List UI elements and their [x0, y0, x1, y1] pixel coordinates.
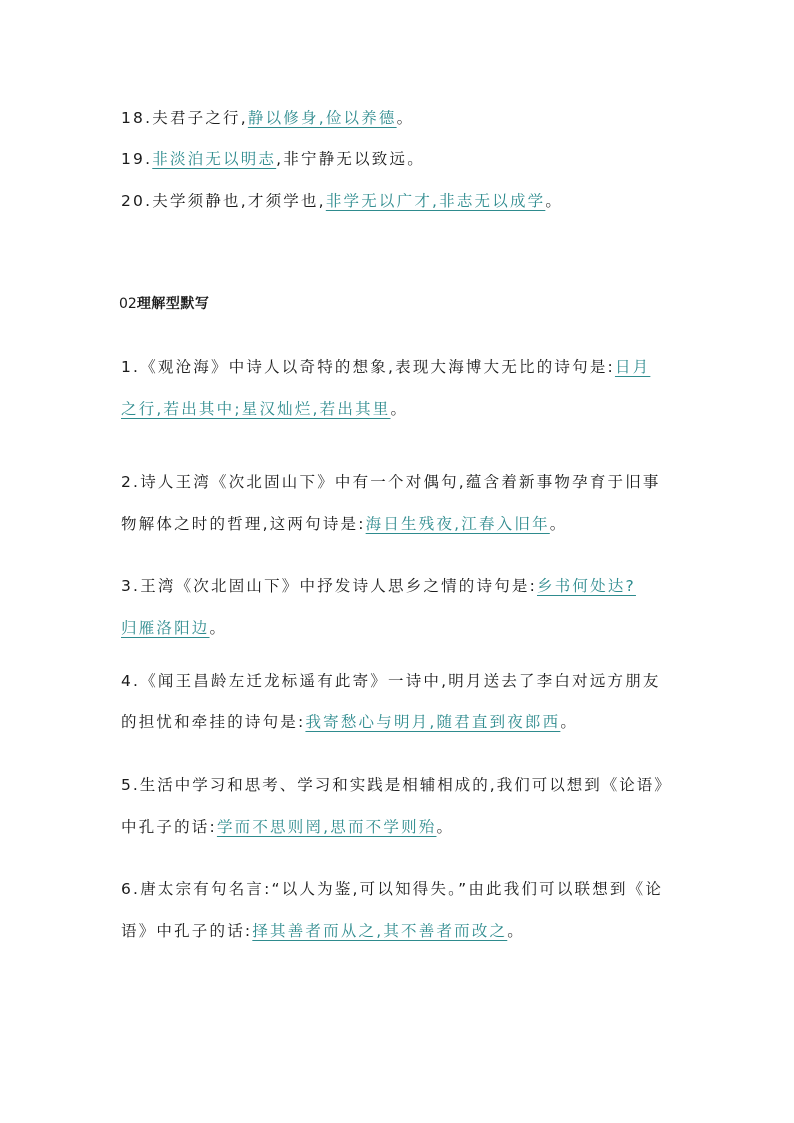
q2-answer: 海日生残夜,江春入旧年	[365, 515, 550, 533]
item-19	[121, 148, 425, 170]
q3-line2	[121, 617, 227, 639]
q2-line2	[121, 513, 568, 535]
q5-answer: 学而不思则罔,思而不学则殆	[216, 818, 437, 836]
q5-text-line2: 中孔子的话:	[121, 818, 217, 836]
q1-line2	[121, 398, 408, 420]
item-18	[121, 107, 414, 129]
item-20-suffix: 。	[545, 192, 564, 210]
section-number: 02	[119, 296, 137, 312]
q5-line1	[121, 774, 672, 796]
item-18-prefix: 18.夫君子之行,	[121, 109, 248, 127]
item-20-answer: 非学无以广才,非志无以成学	[325, 192, 546, 210]
q3-text: 3.王湾《次北固山下》中抒发诗人思乡之情的诗句是:	[121, 577, 538, 595]
item-18-suffix: 。	[396, 109, 415, 127]
q6-text-line2: 语》中孔子的话:	[121, 922, 253, 940]
item-18-answer: 静以修身,俭以养德	[247, 109, 397, 127]
q4-text-line1: 4.《闻王昌龄左迁龙标遥有此寄》一诗中,明月送去了李白对远方朋友	[121, 672, 661, 690]
q4-text-line2: 的担忧和牵挂的诗句是:	[121, 713, 306, 731]
q2-suffix: 。	[549, 515, 568, 533]
item-19-answer: 非淡泊无以明志	[152, 150, 277, 168]
q3-answer-part1: 乡书何处达?	[537, 577, 636, 595]
q6-line2	[121, 920, 525, 942]
q1-answer-part1: 日月	[614, 358, 651, 376]
item-20-prefix: 20.夫学须静也,才须学也,	[121, 192, 326, 210]
q2-text-line2: 物解体之时的哲理,这两句诗是:	[121, 515, 366, 533]
section-title: 理解型默写	[136, 296, 210, 312]
q3-line1	[121, 575, 636, 597]
q3-answer-part2: 归雁洛阳边	[121, 619, 210, 637]
q5-text-line1: 5.生活中学习和思考、学习和实践是相辅相成的,我们可以想到《论语》	[121, 776, 672, 794]
section-heading	[119, 293, 209, 315]
q1-suffix: 。	[390, 400, 409, 418]
q6-line1	[121, 878, 663, 900]
item-19-suffix: ,非宁静无以致远。	[276, 150, 425, 168]
q2-text-line1: 2.诗人王湾《次北固山下》中有一个对偶句,蕴含着新事物孕育于旧事	[121, 473, 661, 491]
q1-line1	[121, 356, 650, 378]
q5-suffix: 。	[436, 818, 455, 836]
q6-text-line1: 6.唐太宗有句名言:“以人为鉴,可以知得失。”由此我们可以联想到《论	[121, 880, 664, 898]
q4-suffix: 。	[560, 713, 579, 731]
item-20	[121, 190, 563, 212]
q3-suffix: 。	[209, 619, 228, 637]
q4-line1	[121, 670, 661, 692]
item-19-prefix: 19.	[121, 150, 153, 168]
q6-suffix: 。	[507, 922, 525, 940]
q1-answer-part2: 之行,若出其中;星汉灿烂,若出其里	[121, 400, 391, 418]
q4-answer: 我寄愁心与明月,随君直到夜郎西	[305, 713, 561, 731]
q1-text: 1.《观沧海》中诗人以奇特的想象,表现大海博大无比的诗句是:	[121, 358, 615, 376]
q5-line2	[121, 816, 454, 838]
q2-line1	[121, 471, 661, 493]
q4-line2	[121, 711, 578, 733]
q6-answer: 择其善者而从之,其不善者而改之	[252, 922, 508, 940]
